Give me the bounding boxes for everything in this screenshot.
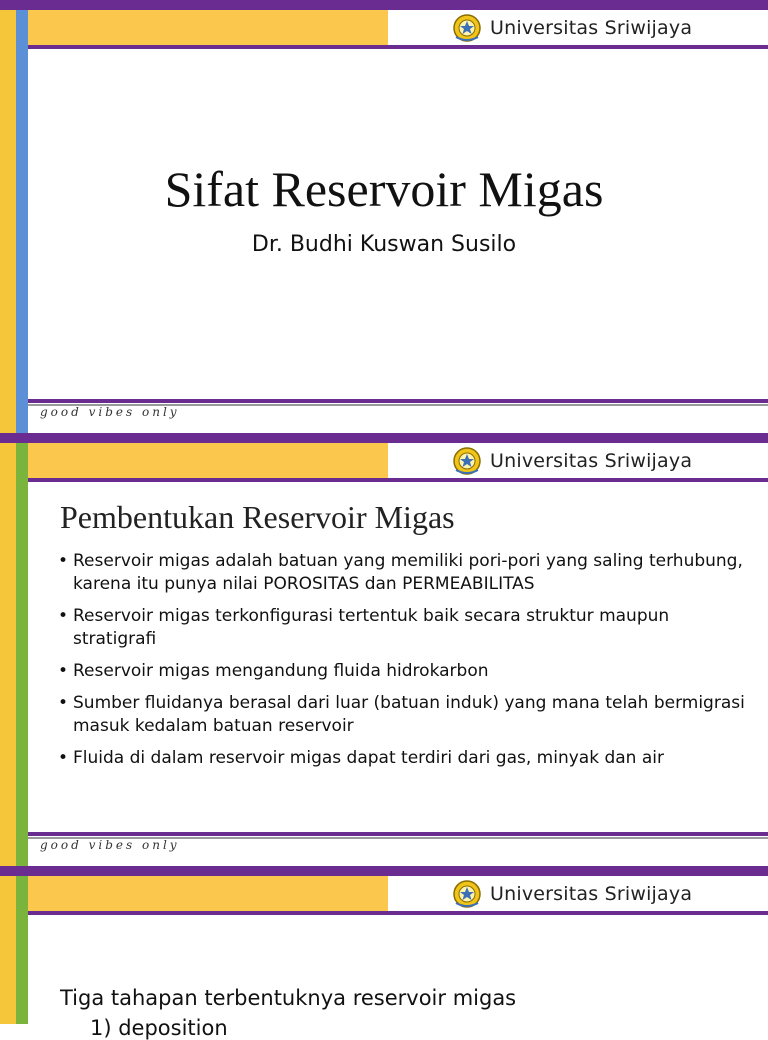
footer-tagline: good vibes only bbox=[40, 838, 180, 852]
footer-purple-line bbox=[28, 399, 768, 403]
top-purple-band bbox=[0, 433, 768, 443]
list-item: • Reservoir migas terkonfigurasi tertentuk baik secara struktur maupun stratigrafi bbox=[58, 606, 670, 649]
list-item: • Reservoir migas mengandung fluida hidrokarbon bbox=[58, 661, 489, 681]
header-yellow-block bbox=[28, 443, 388, 478]
left-yellow-bar bbox=[0, 433, 16, 866]
list-item: • Reservoir migas adalah batuan yang memiliki pori-pori yang saling terhubung, karena itu punya nilai POROSITAS dan PERMEABILITAS bbox=[58, 551, 743, 594]
university-header bbox=[452, 11, 692, 45]
left-green-bar bbox=[16, 866, 28, 1024]
left-green-bar bbox=[16, 433, 28, 866]
top-purple-band bbox=[0, 0, 768, 10]
slide-2 bbox=[0, 433, 768, 866]
header-purple-line bbox=[28, 45, 768, 49]
left-yellow-bar bbox=[0, 866, 16, 1024]
slide-author: Dr. Budhi Kuswan Susilo bbox=[251, 232, 517, 257]
top-purple-band bbox=[0, 866, 768, 876]
slide-text-line: Tiga tahapan terbentuknya reservoir migas bbox=[60, 986, 517, 1010]
slide-title: Sifat Reservoir Migas bbox=[164, 161, 604, 217]
slide-3 bbox=[0, 866, 768, 1040]
university-name: Universitas Sriwijaya bbox=[490, 17, 693, 39]
footer-tagline: good vibes only bbox=[40, 405, 180, 419]
university-header bbox=[452, 877, 692, 911]
list-item: • Fluida di dalam reservoir migas dapat terdiri dari gas, minyak dan air bbox=[58, 748, 664, 768]
list-item: • Sumber fluidanya berasal dari luar (batuan induk) yang mana telah bermigrasi masuk kedalam batuan reservoir bbox=[58, 693, 745, 736]
university-header bbox=[452, 444, 692, 478]
university-name: Universitas Sriwijaya bbox=[490, 883, 693, 905]
university-logo-icon bbox=[452, 13, 482, 43]
header-purple-line bbox=[28, 911, 768, 915]
university-logo-icon bbox=[452, 879, 482, 909]
footer-purple-line bbox=[28, 832, 768, 836]
header-purple-line bbox=[28, 478, 768, 482]
bullet-list bbox=[58, 550, 748, 779]
header-yellow-block bbox=[28, 876, 388, 911]
slide-text-line: 1) deposition bbox=[90, 1016, 228, 1040]
header-yellow-block bbox=[28, 10, 388, 45]
university-name: Universitas Sriwijaya bbox=[490, 450, 693, 472]
university-logo-icon bbox=[452, 446, 482, 476]
slide-title: Pembentukan Reservoir Migas bbox=[60, 499, 455, 535]
slide-1 bbox=[0, 0, 768, 433]
